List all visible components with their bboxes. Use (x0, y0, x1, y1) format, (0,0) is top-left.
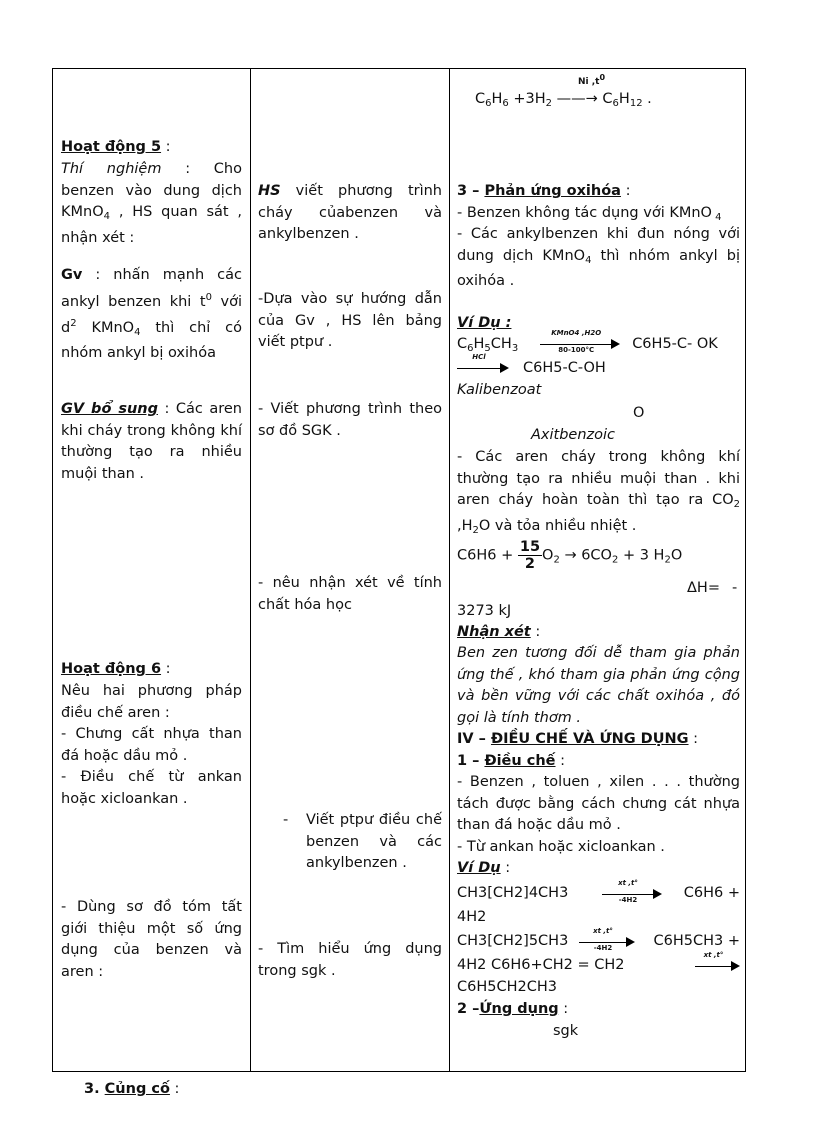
eq-part: C (457, 336, 468, 352)
gv-body-3: KMnO (76, 319, 135, 336)
colon: : (688, 731, 699, 747)
subscript: 2 (472, 524, 479, 536)
arrow-condition-top: HCl (472, 353, 486, 361)
state-observation: - nêu nhận xét về tính chất hóa học (258, 575, 442, 613)
gv-body: : nhấn mạnh các ankyl benzen khi t (61, 267, 242, 310)
lesson-table (52, 68, 746, 1072)
colon: : (620, 183, 631, 199)
product: C6H6 + (683, 885, 740, 901)
hs-body: viết phương trình cháy củabenzen và ankylbenzen . (258, 183, 442, 242)
subscript: 6 (612, 98, 619, 109)
minus-sign: - (732, 580, 738, 596)
subscript: 2 (611, 554, 619, 566)
research-applications: - Tìm hiểu ứng dụng trong sgk . (258, 941, 442, 979)
combustion-note (457, 447, 740, 541)
guided-writing: -Dựa vào sự hướng dẫn của Gv , HS lên bảng viết ptpư . (258, 291, 442, 350)
example-label: Ví Dụ (457, 860, 501, 876)
arrow-condition-top: KMnO4 ,H2O (551, 329, 602, 337)
preparation-heading (457, 751, 740, 773)
colon: : (558, 1001, 569, 1017)
gv-supplement-body: : Các aren khi cháy trong không khí thường tạo ra nhiều muội than . (61, 401, 242, 482)
fraction (518, 539, 542, 572)
write-equation: - Viết phương trình theo sơ đồ SGK . (258, 401, 442, 439)
acidification-equation (457, 353, 606, 380)
activity-6-bullet-1: - Chưng cất nhựa than đá hoặc dầu mỏ . (61, 726, 242, 764)
reactant: CH3[CH2]4CH3 (457, 885, 569, 901)
subscript: 4 (711, 212, 722, 223)
colon: : (500, 860, 511, 876)
subscript: 6 (467, 343, 474, 354)
remark-heading (457, 622, 740, 644)
arrow-condition-bottom: -4H2 (618, 896, 638, 904)
arrow-condition-top: xt ,t° (703, 951, 724, 959)
gv-supplement (61, 399, 242, 485)
section-title: Phản ứng oxihóa (484, 183, 621, 199)
superscript: 0 (205, 291, 212, 303)
arrow-condition-bottom: 80-100°C (558, 346, 595, 354)
activity-6-title: Hoạt động 6 (61, 661, 162, 677)
eq-part: O (542, 547, 554, 564)
eq-part: H (491, 91, 503, 107)
subscript: 2 (664, 554, 671, 566)
reaction-arrow (540, 329, 620, 354)
colon: : (169, 1081, 180, 1097)
section-title: Ứng dụng (479, 1001, 559, 1017)
enthalpy-label: ΔH= (687, 580, 720, 596)
note-text: O và tỏa nhiều nhiệt . (478, 517, 637, 534)
subscript: 6 (502, 98, 509, 109)
reaction-1 (457, 879, 740, 905)
subscript: 2 (553, 554, 560, 566)
arrow-condition-bottom: -4H2 (593, 944, 613, 952)
reactant: CH3[CH2]5CH3 (457, 933, 569, 949)
colon: : (555, 753, 566, 769)
note-text: - Các ankylbenzen khi đun nóng với dung dịch KMnO (457, 226, 740, 264)
column-divider-1 (250, 69, 251, 1071)
ankylbenzen-note (457, 224, 740, 293)
note-text: - Các aren cháy trong không khí thường tạo ra nhiều muội than . khi aren cháy hoàn toàn thì tạo ra CO (457, 449, 740, 508)
product-text: C6H5-C-OH (523, 360, 606, 376)
numerator: 15 (519, 539, 541, 555)
note-text: ,H (457, 517, 473, 534)
eq-part: + 3 H (618, 547, 665, 564)
eq-part: . (642, 91, 652, 107)
experiment-label: Thí nghiệm (61, 161, 162, 177)
reaction-arrow (579, 927, 635, 952)
activity-5-title: Hoạt động 5 (61, 139, 162, 155)
colon: : (161, 661, 171, 677)
eq-part: O (670, 547, 683, 564)
experiment-body-2: , HS quan sát , nhận xét : (61, 204, 242, 246)
preparation-line-2: - Từ ankan hoặc xicloankan . (457, 839, 665, 855)
subscript: 4 (103, 211, 110, 222)
eq-part: C (602, 91, 613, 107)
activity-6-heading (61, 659, 242, 681)
arrow-condition-top: xt ,t° (593, 927, 613, 935)
note-text: - Benzen không tác dụng với KMnO (457, 205, 712, 221)
gv-note (61, 265, 242, 365)
activity-5-heading (61, 137, 242, 159)
example-1-label: Ví Dụ : (457, 315, 512, 331)
reaction-2 (457, 927, 740, 953)
experiment-text (61, 159, 242, 249)
subscript: 12 (629, 98, 643, 109)
section-number: 1 – (457, 753, 485, 769)
product-text: C6H5-C- OK (632, 336, 718, 352)
eq-part: CH (490, 336, 512, 352)
subscript: 5 (484, 343, 491, 354)
gv-label: Gv (61, 267, 83, 283)
section-iv-heading (457, 729, 740, 751)
colon: : (530, 624, 541, 640)
product: C6H5CH3 + (653, 933, 740, 949)
kalibenzoat-label: Kalibenzoat (457, 382, 542, 398)
section-title: ĐIỀU CHẾ VÀ ỨNG DỤNG (490, 731, 689, 747)
experiment-body: : Cho benzen vào dung dịch KMnO (61, 161, 242, 220)
subscript: 4 (134, 326, 141, 338)
column-divider-2 (449, 69, 450, 1071)
reaction-3-product: C6H5CH2CH3 (457, 979, 557, 995)
hs-writes-combustion (258, 181, 442, 246)
remark-label: Nhận xét (457, 624, 531, 640)
subscript: 6 (485, 98, 492, 109)
reaction-1-cont: 4H2 (457, 909, 487, 925)
superscript: 2 (70, 317, 77, 329)
reaction-arrow (695, 951, 740, 972)
eq-part: H (473, 336, 485, 352)
section-3-heading (457, 181, 740, 203)
remark-text: Ben zen tương đối dễ tham gia phản ứng thế , khó tham gia phản ứng cộng và bền vững với các chất oxihóa , đó gọi là tính thơm . (457, 645, 740, 726)
activity-6-bullet-2: - Điều chế từ ankan hoặc xicloankan . (61, 769, 242, 807)
applications-heading (457, 999, 740, 1021)
section-number: IV – (457, 731, 491, 747)
section-number: 3 – (457, 183, 485, 199)
eq-part: C6H6 + (457, 547, 518, 564)
catalyst-label (578, 73, 605, 87)
section-number: 2 – (457, 1001, 480, 1017)
gv-body-4: thì chỉ có nhóm ankyl bị oxihóa (61, 319, 243, 362)
sgk-reference: sgk (553, 1023, 579, 1039)
subscript: 3 (511, 343, 519, 354)
axitbenzoic-label: Axitbenzoic (531, 427, 616, 443)
denominator: 2 (524, 556, 535, 572)
preparation-line-1: - Benzen , toluen , xilen . . . thường tách được bằng cách chưng cát nhựa than đá hoặc dầu mỏ . (457, 774, 740, 833)
arrow-condition-top: xt ,t° (618, 879, 638, 887)
gv-supplement-label: GV bổ sung (61, 401, 158, 417)
eq-part: H (618, 91, 630, 107)
gv-body-2: với d (61, 293, 242, 336)
catalyst-text: Ni ,t (578, 77, 600, 87)
superscript: 0 (599, 73, 606, 82)
reaction-3 (457, 951, 740, 977)
reaction-arrow (602, 879, 662, 904)
subscript: 4 (585, 254, 592, 266)
combustion-equation (457, 539, 682, 577)
section-title: Củng cố (104, 1081, 170, 1097)
consolidation-heading (84, 1079, 179, 1101)
section-number: 3. (84, 1081, 105, 1097)
reaction-arrow: ——→ (552, 91, 603, 107)
section-title: Điều chế (484, 753, 556, 769)
oxygen-atom: O (633, 405, 645, 421)
write-preparation-equations: Viết ptpư điều chế benzen và các ankylbenzen . (306, 812, 442, 871)
note-text-2: thì nhóm ankyl bị oxihóa . (457, 247, 741, 289)
hs-label: HS (258, 183, 281, 199)
dash: - (283, 812, 289, 828)
colon: : (161, 139, 171, 155)
eq-part: +3H (508, 91, 546, 107)
enthalpy-value: 3273 kJ (457, 603, 512, 619)
reaction-arrow (457, 353, 509, 374)
diagram-instruction: - Dùng sơ đồ tóm tất giới thiệu một số ứng dụng của benzen và aren : (61, 899, 242, 980)
subscript: 2 (545, 98, 553, 109)
activity-6-intro: Nêu hai phương pháp điều chế aren : (61, 683, 242, 721)
example-2-heading (457, 858, 740, 880)
eq-part: → 6CO (559, 547, 612, 564)
hydrogenation-equation (475, 89, 652, 115)
subscript: 2 (733, 499, 740, 510)
reactant: 4H2 C6H6+CH2 = CH2 (457, 957, 625, 973)
eq-part: C (475, 91, 486, 107)
